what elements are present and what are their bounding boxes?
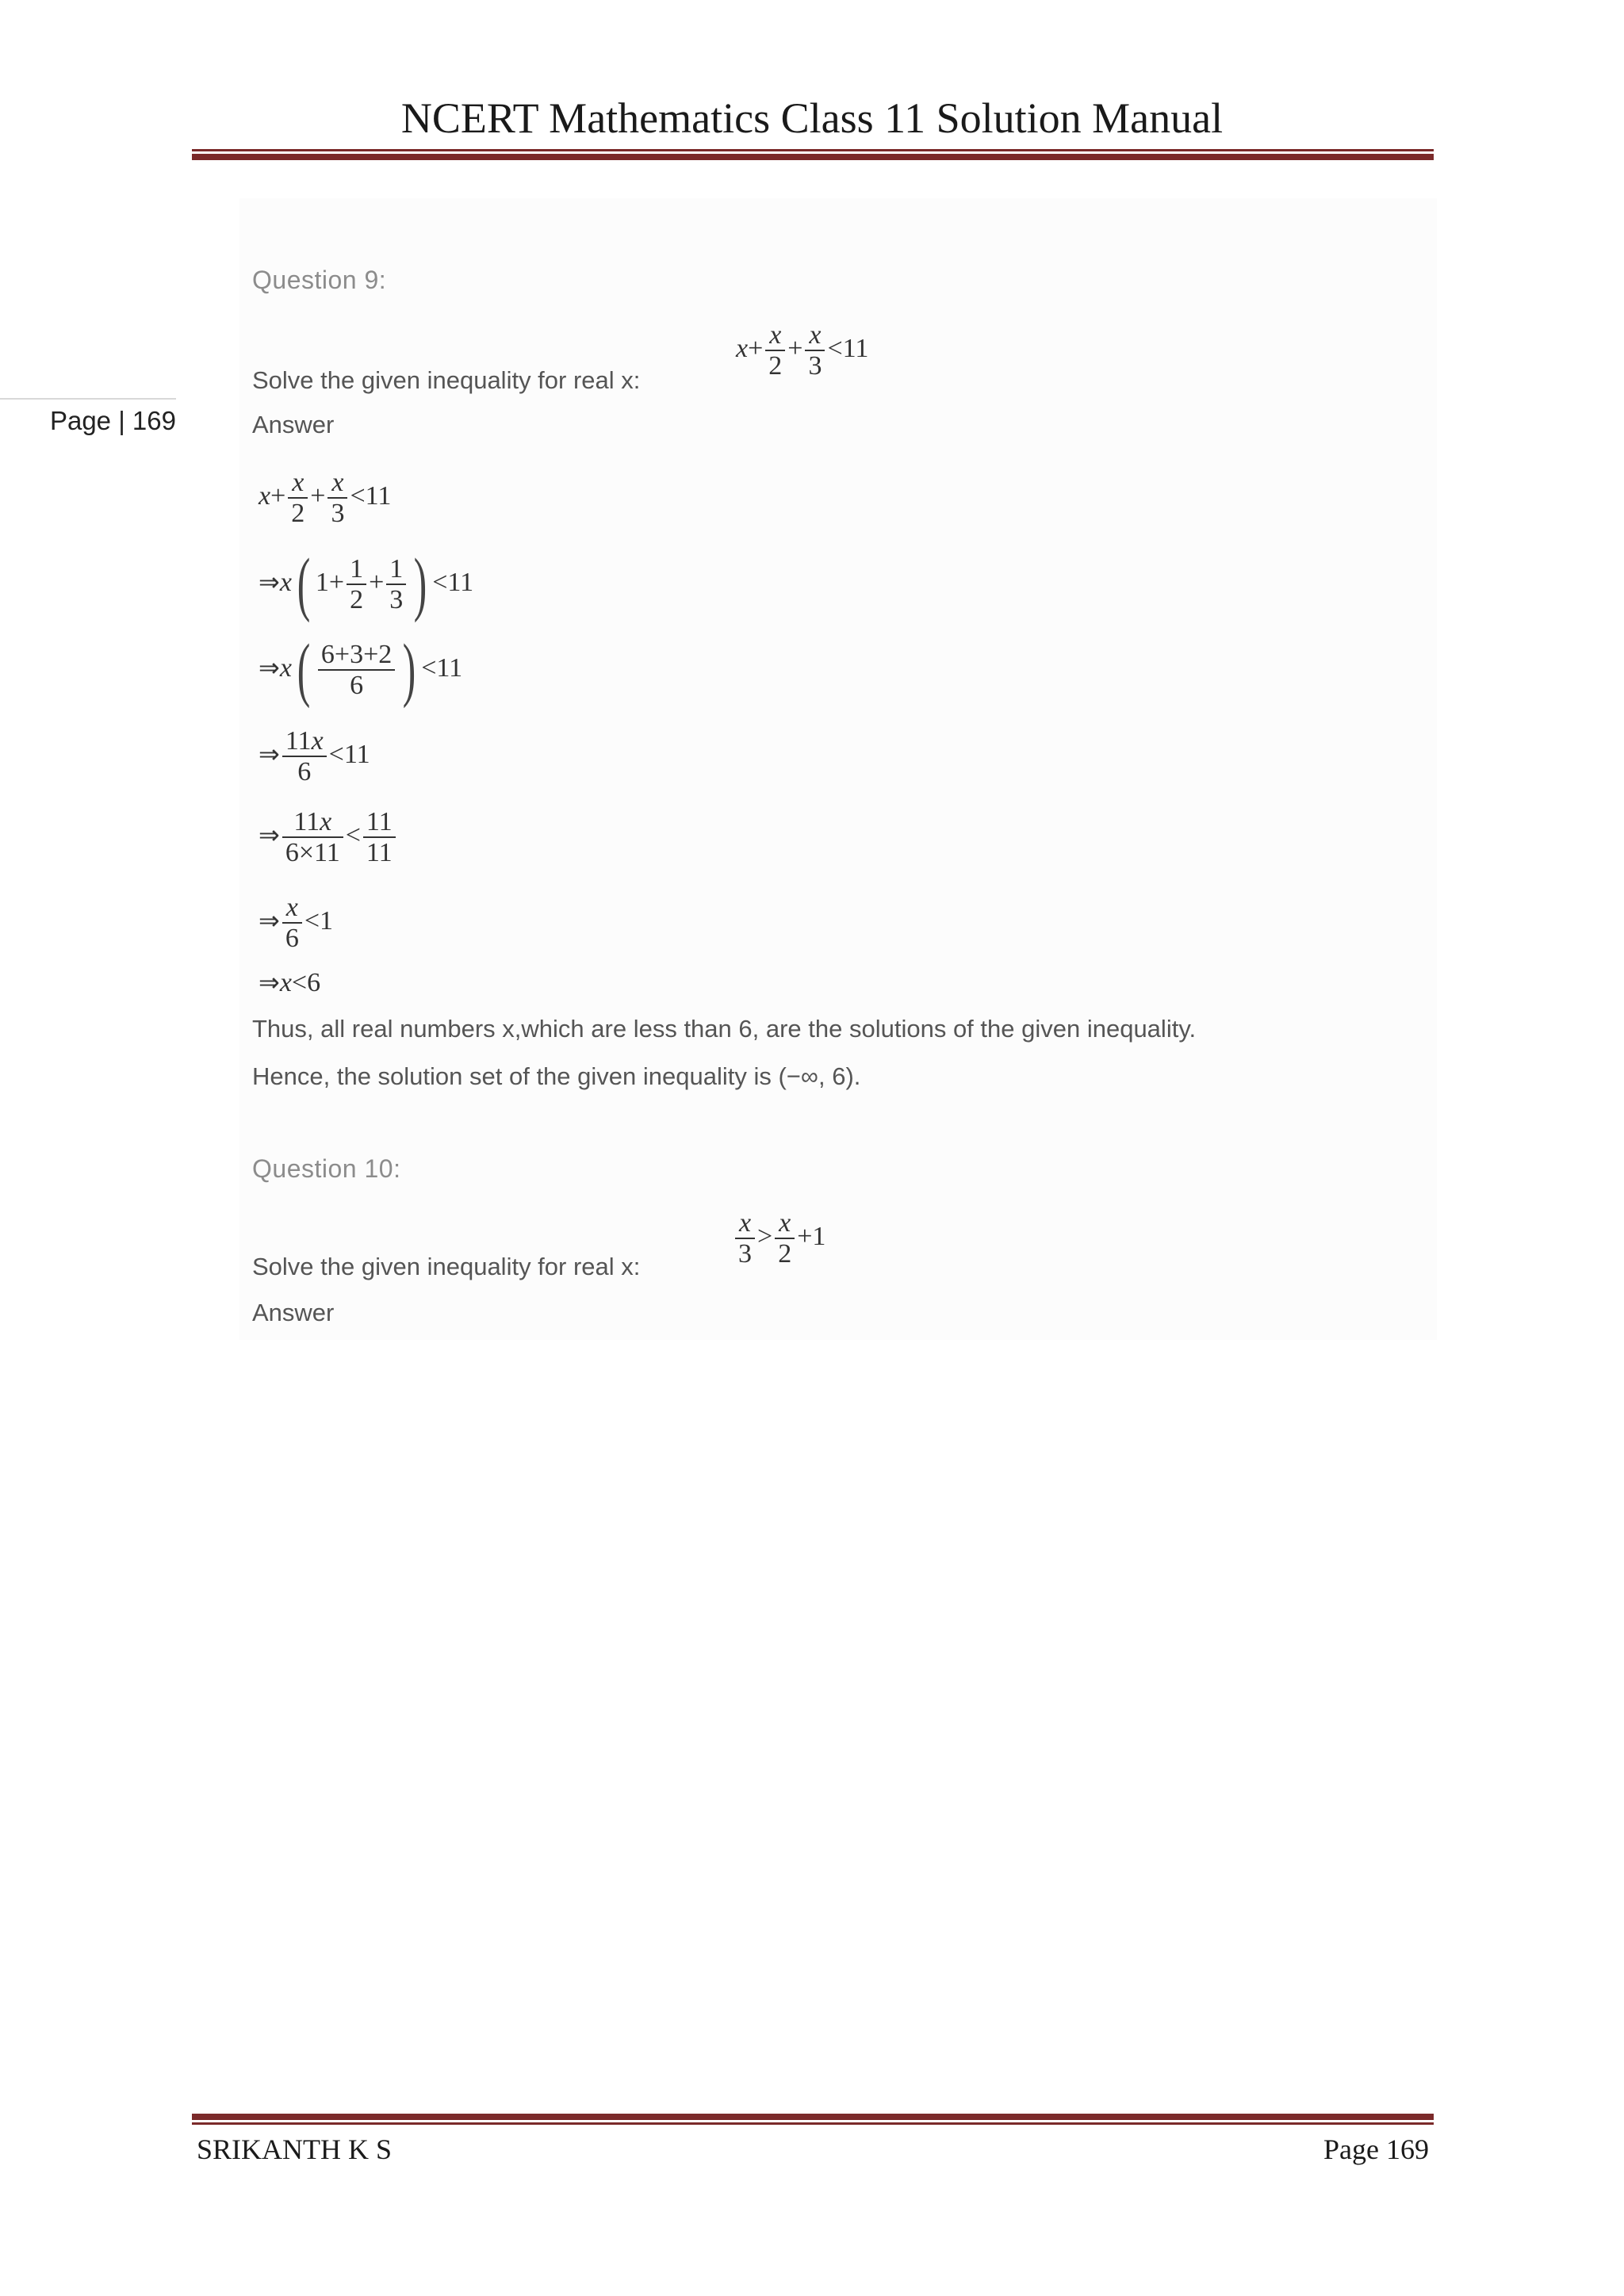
question-10-answer-label: Answer xyxy=(252,1299,335,1326)
footer-rule-thin xyxy=(192,2122,1434,2125)
solution-step-7: ⇒x<6 xyxy=(259,967,321,997)
footer-page-number: Page 169 xyxy=(1323,2133,1429,2165)
solution-step-5: ⇒ $\frac{11x}{6\times 11}$ < $\frac{11}{11}$ xyxy=(259,807,398,868)
question-10-heading: Question 10: xyxy=(252,1154,401,1183)
question-9-inequality: x+ $\frac{x}{2}$ + $\frac{x}{3}$ <11 xyxy=(736,320,869,381)
question-10-prompt: Solve the given inequality for real x: xyxy=(252,1253,641,1280)
question-9-heading: Question 9: xyxy=(252,266,387,294)
question-9-prompt: Solve the given inequality for real x: xyxy=(252,366,641,394)
solution-step-4: ⇒ $\frac{11x}{6}$ <11 xyxy=(259,726,370,787)
header-rule-thick xyxy=(192,154,1434,160)
page-header-title: NCERT Mathematics Class 11 Solution Manual xyxy=(400,94,1224,142)
question-9-conclusion-2: Hence, the solution set of the given inequality is (−∞, 6). xyxy=(252,1062,861,1090)
margin-page-tab xyxy=(0,398,176,447)
margin-page-label: Page | 169 xyxy=(49,406,176,435)
footer-author: SRIKANTH K S xyxy=(197,2133,393,2165)
solution-step-3: ⇒x( $\frac{6+3+2}{6}$ ) <11 xyxy=(259,630,463,709)
solution-step-6: ⇒ $\frac{x}{6}$ <1 xyxy=(259,893,333,954)
solution-step-2: ⇒x( 1+ $\frac{1}{2}$ + $\frac{1}{3}$ ) <11 xyxy=(259,545,474,623)
header-rule-thin xyxy=(192,149,1434,151)
footer-rule-thick xyxy=(192,2114,1434,2120)
question-9-conclusion-1: Thus, all real numbers x,which are less than 6, are the solutions of the given inequality. xyxy=(252,1015,1197,1043)
question-9-answer-label: Answer xyxy=(252,411,335,438)
solution-step-1: x+ $\frac{x}{2}$ + $\frac{x}{3}$ <11 xyxy=(259,468,392,529)
question-10-inequality: $\frac{x}{3}$ > $\frac{x}{2}$ +1 xyxy=(733,1208,825,1269)
